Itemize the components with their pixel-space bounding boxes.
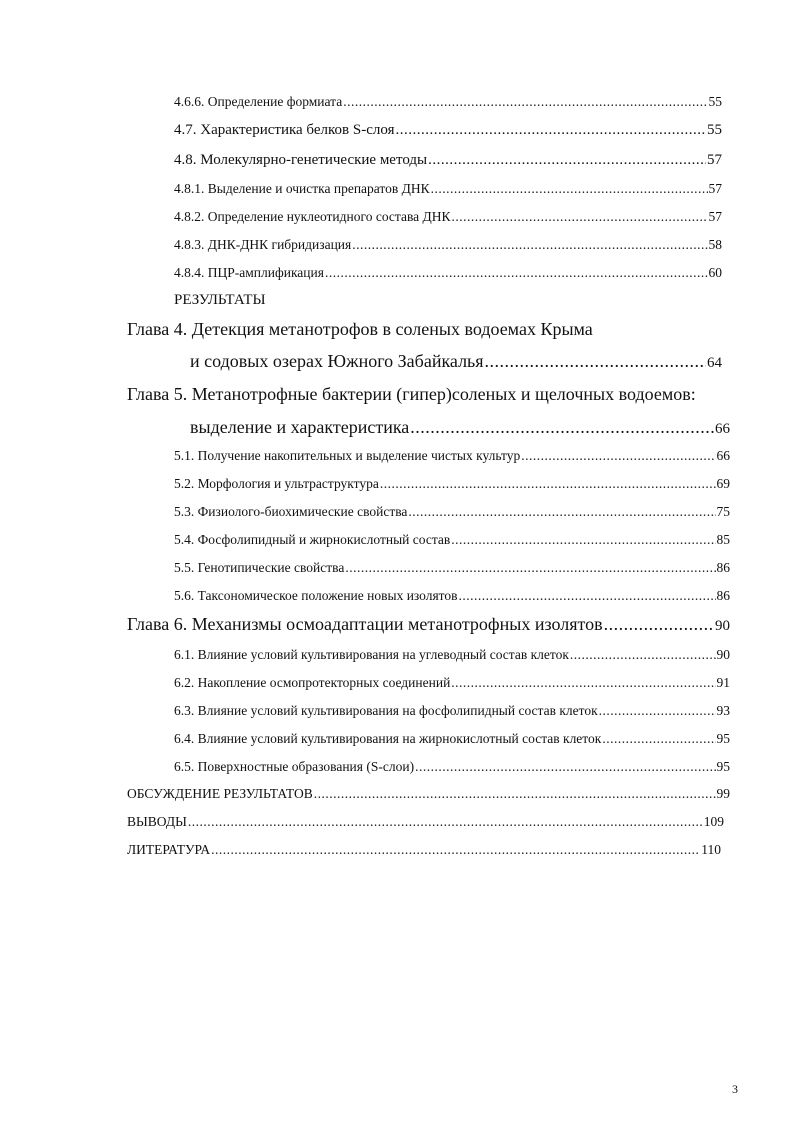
toc-entry (174, 589, 730, 604)
toc-entry-title: 6.4. Влияние условий культивирования на жирнокислотный состав клеток (174, 731, 602, 746)
toc-entry (190, 352, 722, 372)
toc-dot-leader (395, 122, 706, 139)
toc-entry-page: 60 (708, 265, 722, 280)
toc-dot-leader (188, 815, 703, 830)
toc-entry (127, 843, 721, 858)
toc-dot-leader (314, 787, 716, 802)
toc-entry-page: 55 (707, 122, 722, 138)
toc-entry-page: 57 (708, 181, 722, 196)
section-heading-results: РЕЗУЛЬТАТЫ (174, 292, 266, 308)
toc-entry-title: выделение и характеристика (190, 417, 410, 437)
toc-entry-page: 57 (707, 152, 722, 168)
toc-entry (174, 210, 722, 225)
toc-dot-leader (451, 533, 715, 548)
toc-entry (174, 676, 730, 691)
toc-entry (127, 815, 724, 830)
toc-entry-title: ВЫВОДЫ (127, 814, 187, 829)
toc-entry (174, 266, 722, 281)
toc-entry-page: 99 (716, 786, 730, 801)
toc-entry-title: 6.2. Накопление осмопротекторных соединений (174, 675, 451, 690)
toc-dot-leader (211, 843, 700, 858)
toc-dot-leader (345, 561, 715, 576)
toc-entry (174, 561, 730, 576)
toc-entry-title: 4.8.4. ПЦР-амплификация (174, 265, 324, 280)
toc-entry-page: 110 (701, 842, 721, 857)
toc-entry (174, 732, 730, 747)
toc-dot-leader (570, 648, 716, 663)
toc-entry-title: ОБСУЖДЕНИЕ РЕЗУЛЬТАТОВ (127, 786, 313, 801)
toc-entry (174, 533, 730, 548)
page-number: 3 (732, 1082, 738, 1096)
toc-entry-page: 109 (703, 814, 724, 829)
toc-entry-title: 4.8.1. Выделение и очистка препаратов ДНК (174, 181, 430, 196)
toc-dot-leader (343, 95, 707, 110)
toc-dot-leader (485, 352, 706, 372)
toc-entry-title: 4.8.3. ДНК-ДНК гибридизация (174, 237, 352, 252)
toc-entry-title: 4.7. Характеристика белков S-слоя (174, 122, 395, 138)
toc-entry (127, 615, 730, 635)
toc-entry-title: 5.2. Морфология и ультраструктура (174, 476, 379, 491)
toc-dot-leader (599, 704, 716, 719)
toc-entry (174, 477, 730, 492)
toc-dot-leader (325, 266, 708, 281)
toc-entry-title: и содовых озерах Южного Забайкалья (190, 351, 484, 371)
toc-entry-page: 95 (716, 759, 730, 774)
toc-entry-page: 58 (708, 237, 722, 252)
toc-entry-page: 66 (715, 421, 730, 437)
toc-entry-page: 55 (708, 94, 722, 109)
toc-entry (174, 648, 730, 663)
toc-entry-title: ЛИТЕРАТУРА (127, 842, 211, 857)
toc-entry-title: 5.5. Генотипические свойства (174, 560, 345, 575)
toc-entry (127, 787, 730, 802)
toc-dot-leader (408, 505, 715, 520)
toc-entry (174, 152, 722, 169)
toc-entry (174, 95, 722, 110)
toc-dot-leader (428, 152, 706, 169)
chapter-heading: Глава 5. Метанотрофные бактерии (гипер)соленых и щелочных водоемов: (127, 384, 696, 404)
toc-entry (174, 238, 722, 253)
toc-entry (174, 505, 730, 520)
toc-entry-page: 93 (716, 703, 730, 718)
toc-dot-leader (431, 182, 708, 197)
toc-entry-page: 75 (716, 504, 730, 519)
toc-entry-title: Глава 6. Механизмы осмоадаптации метанотрофных изолятов (127, 614, 603, 634)
toc-dot-leader (380, 477, 716, 492)
toc-dot-leader (410, 418, 714, 438)
toc-dot-leader (451, 210, 707, 225)
toc-entry-title: 5.3. Физиолого-биохимические свойства (174, 504, 408, 519)
toc-entry (174, 182, 722, 197)
toc-entry-title: 5.4. Фосфолипидный и жирнокислотный состав (174, 532, 451, 547)
toc-entry-page: 64 (707, 355, 722, 371)
toc-entry-page: 95 (716, 731, 730, 746)
toc-entry-title: 6.1. Влияние условий культивирования на углеводный состав клеток (174, 647, 569, 662)
toc-entry-title: 4.8. Молекулярно-генетические методы (174, 152, 428, 168)
toc-entry-title: 6.5. Поверхностные образования (S-слои) (174, 759, 415, 774)
chapter-heading: Глава 4. Детекция метанотрофов в соленых водоемах Крыма (127, 319, 593, 339)
toc-entry (174, 449, 730, 464)
toc-entry-page: 91 (716, 675, 730, 690)
toc-dot-leader (451, 676, 715, 691)
toc-entry-page: 90 (715, 618, 730, 634)
toc-entry-title: 4.6.6. Определение формиата (174, 94, 343, 109)
toc-dot-leader (415, 760, 715, 775)
toc-entry (174, 122, 722, 139)
toc-dot-leader (352, 238, 707, 253)
toc-entry-page: 57 (708, 209, 722, 224)
toc-entry-title: 6.3. Влияние условий культивирования на фосфолипидный состав клеток (174, 703, 598, 718)
toc-entry-page: 90 (716, 647, 730, 662)
toc-entry-title: 5.6. Таксономическое положение новых изолятов (174, 588, 458, 603)
toc-entry-page: 85 (716, 532, 730, 547)
toc-entry (174, 704, 730, 719)
toc-entry (174, 760, 730, 775)
toc-dot-leader (521, 449, 715, 464)
toc-dot-leader (604, 615, 714, 635)
toc-dot-leader (602, 732, 715, 747)
toc-entry-title: 5.1. Получение накопительных и выделение чистых культур (174, 448, 521, 463)
toc-entry-title: 4.8.2. Определение нуклеотидного состава ДНК (174, 209, 451, 224)
toc-entry (190, 418, 730, 438)
toc-entry-page: 69 (716, 476, 730, 491)
toc-entry-page: 86 (716, 560, 730, 575)
toc-dot-leader (459, 589, 716, 604)
toc-entry-page: 86 (716, 588, 730, 603)
toc-entry-page: 66 (716, 448, 730, 463)
